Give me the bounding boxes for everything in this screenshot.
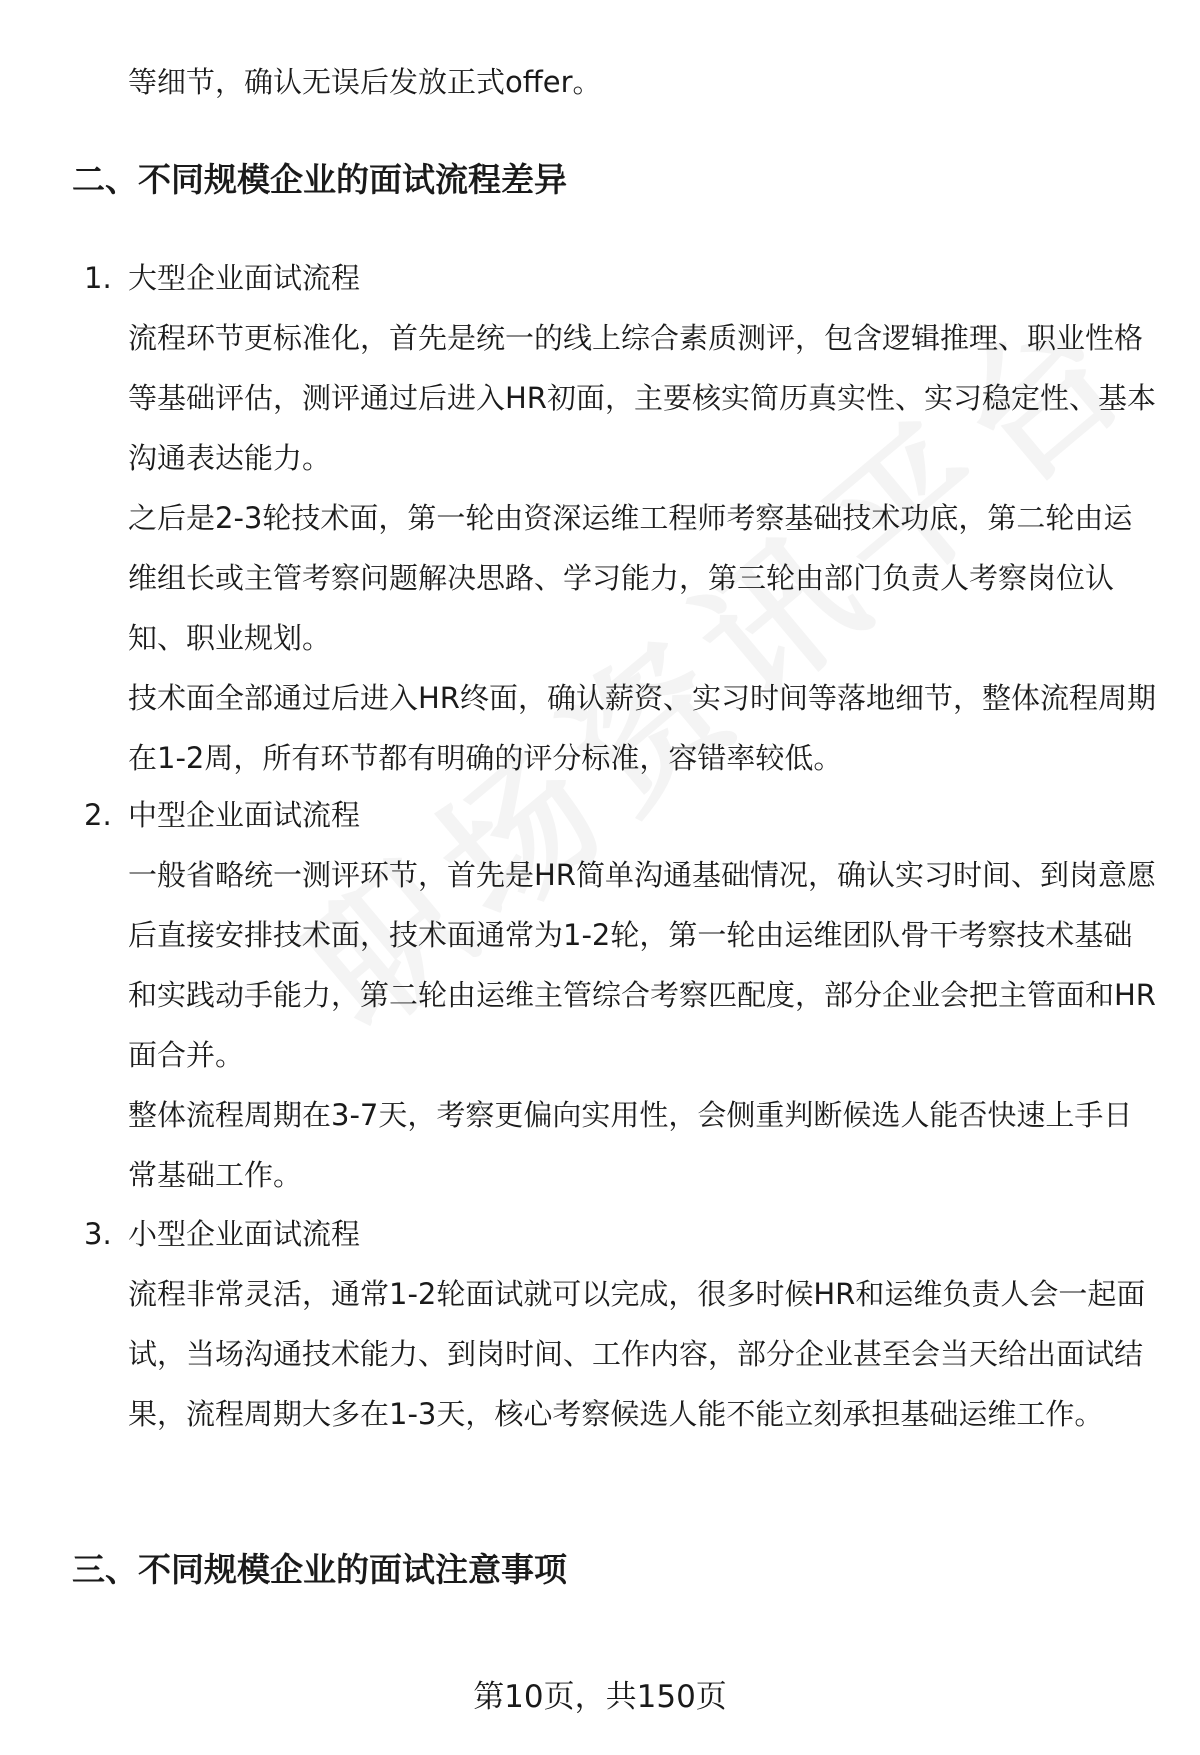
- paragraph: 流程非常灵活，通常1-2轮面试就可以完成，很多时候HR和运维负责人会一起面试，当场沟通技术能力、到岗时间、工作内容，部分企业甚至会当天给出面试结果，流程周期大多在1-3天，核心考察候选人能不能立刻承担基础运维工作。: [128, 1277, 1146, 1431]
- paragraph: 一般省略统一测评环节，首先是HR简单沟通基础情况，确认实习时间、到岗意愿后直接安排技术面，技术面通常为1-2轮，第一轮由运维团队骨干考察技术基础和实践动手能力，第二轮由运维主管综合考察匹配度，部分企业会把主管面和HR面合并。: [128, 858, 1156, 1072]
- section-heading-2: 二、不同规模企业的面试流程差异: [72, 160, 567, 199]
- list-item-header: [84, 785, 1174, 845]
- list-item-title: 中型企业面试流程: [128, 798, 361, 832]
- list-item-title: 小型企业面试流程: [128, 1217, 361, 1251]
- intro-paragraph: 等细节，确认无误后发放正式offer。: [128, 65, 602, 99]
- page-number-footer: 第10页，共150页: [473, 1679, 727, 1715]
- list-item-header: [84, 248, 1174, 308]
- list-item: [84, 248, 1174, 788]
- list-item-header: [84, 1204, 1174, 1264]
- list-item-body: [128, 308, 1158, 788]
- paragraph: 之后是2-3轮技术面，第一轮由资深运维工程师考察基础技术功底，第二轮由运维组长或主管考察问题解决思路、学习能力，第三轮由部门负责人考察岗位认知、职业规划。: [128, 501, 1133, 655]
- paragraph: 流程环节更标准化，首先是统一的线上综合素质测评，包含逻辑推理、职业性格等基础评估，测评通过后进入HR初面，主要核实简历真实性、实习稳定性、基本沟通表达能力。: [128, 321, 1156, 475]
- list-item-title: 大型企业面试流程: [128, 261, 361, 295]
- list-item: [84, 1204, 1174, 1444]
- section-heading-3: 三、不同规模企业的面试注意事项: [72, 1550, 567, 1589]
- list-item-number: 3.: [84, 1217, 112, 1251]
- paragraph: 技术面全部通过后进入HR终面，确认薪资、实习时间等落地细节，整体流程周期在1-2周，所有环节都有明确的评分标准，容错率较低。: [128, 681, 1156, 775]
- list-item-number: 1.: [84, 261, 112, 295]
- list-item-body: [128, 845, 1158, 1205]
- list-item-body: [128, 1264, 1158, 1444]
- list-item-number: 2.: [84, 798, 112, 832]
- paragraph: 整体流程周期在3-7天，考察更偏向实用性，会侧重判断候选人能否快速上手日常基础工作。: [128, 1098, 1133, 1192]
- list-item: [84, 785, 1174, 1205]
